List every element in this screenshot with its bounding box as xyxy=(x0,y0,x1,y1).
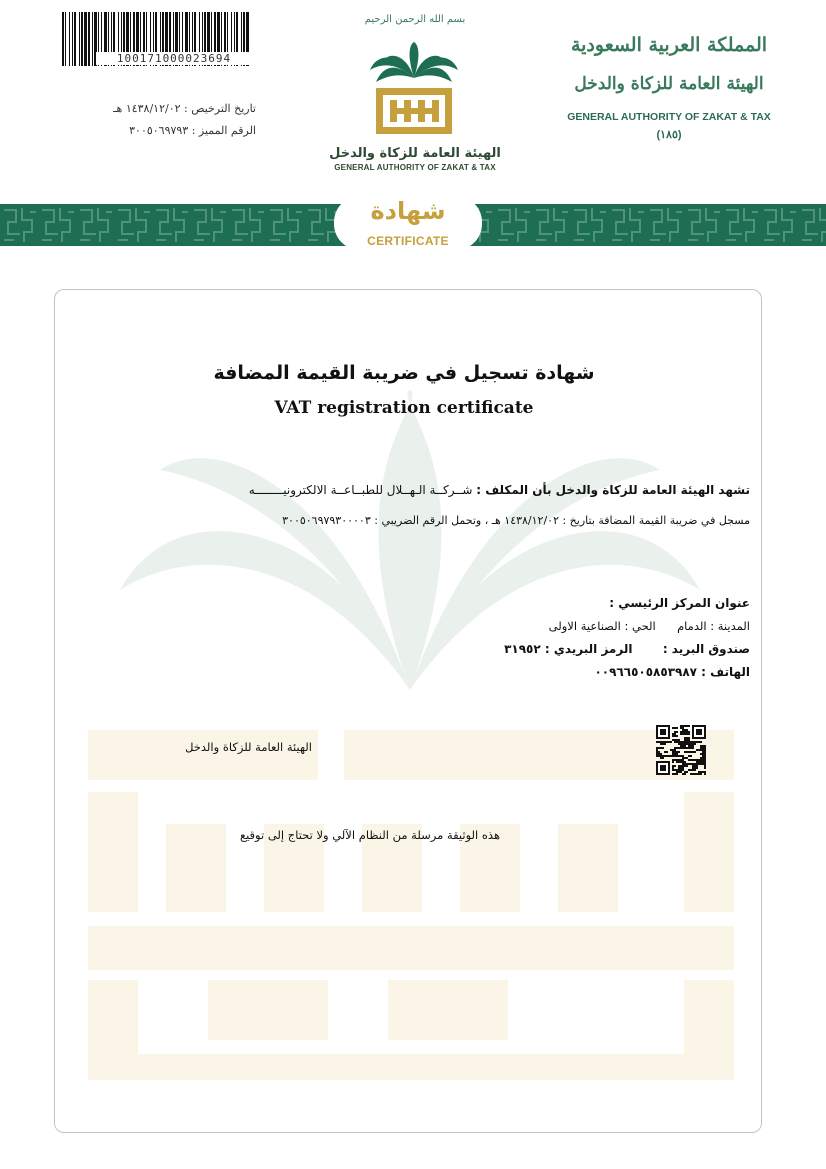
company-name: شــركــة الـهــلال للطبــاعــة الالكترونيــــــــه xyxy=(248,483,473,497)
auto-generated-notice: هذه الوثيقة مرسلة من النظام الآلي ولا تحتاج إلى توقيع xyxy=(239,828,501,842)
right-authority-ar: الهيئة العامة للزكاة والدخل xyxy=(574,74,764,94)
attestation-line xyxy=(250,483,750,497)
license-date: تاريخ الترخيص : ١٤٣٨/١٢/٠٢ هـ xyxy=(113,102,256,115)
center-authority-ar: الهيئة العامة للزكاة والدخل xyxy=(329,146,501,161)
issuer-name: الهيئة العامة للزكاة والدخل xyxy=(185,740,312,754)
city-district-line xyxy=(450,619,750,633)
vat-title-en: VAT registration certificate xyxy=(274,398,534,418)
pobox-label: صندوق البريد : xyxy=(662,642,750,656)
pobox-line xyxy=(450,642,750,656)
registration-line: مسجل في ضريبة القيمة المضافة بتاريخ : ١٤٣٨/١٢/٠٢ هـ ، وتحمل الرقم الضريبي : ٣٠٠٥٠٦٩٧٩٣٠٠٠٠٣ xyxy=(282,514,750,527)
attest-label: تشهد الهيئة العامة للزكاة والدخل بأن المكلف : xyxy=(476,483,750,497)
vat-title-ar: شهادة تسجيل في ضريبة القيمة المضافة xyxy=(213,362,595,384)
kingdom-name-ar: المملكة العربية السعودية xyxy=(570,34,768,56)
district: الحي : الصناعية الاولى xyxy=(548,619,656,633)
zakat-logo-icon xyxy=(368,40,460,140)
postal-code: الرمز البريدي : ٣١٩٥٢ xyxy=(504,642,633,656)
qr-code-icon xyxy=(656,725,706,775)
barcode-number: 100171000023694 xyxy=(96,52,252,65)
right-authority-en: GENERAL AUTHORITY OF ZAKAT & TAX xyxy=(567,111,771,123)
authority-number: (١٨٥) xyxy=(656,129,682,141)
phone-line: الهاتف : ٠٠٩٦٦٥٠٥٨٥٣٩٨٧ xyxy=(594,665,750,679)
certificate-title-en: CERTIFICATE xyxy=(367,234,449,248)
city: المدينة : الدمام xyxy=(677,619,750,633)
kufic-watermark-icon xyxy=(88,730,734,1080)
certificate-title-ar: شهادة xyxy=(370,197,446,225)
license-number: الرقم المميز : ٣٠٠٥٠٦٩٧٩٣ xyxy=(129,124,256,137)
basmala: بسم الله الرحمن الرحيم xyxy=(364,14,466,25)
address-label: عنوان المركز الرئيسي : xyxy=(609,596,750,610)
center-authority-en: GENERAL AUTHORITY OF ZAKAT & TAX xyxy=(334,163,496,172)
